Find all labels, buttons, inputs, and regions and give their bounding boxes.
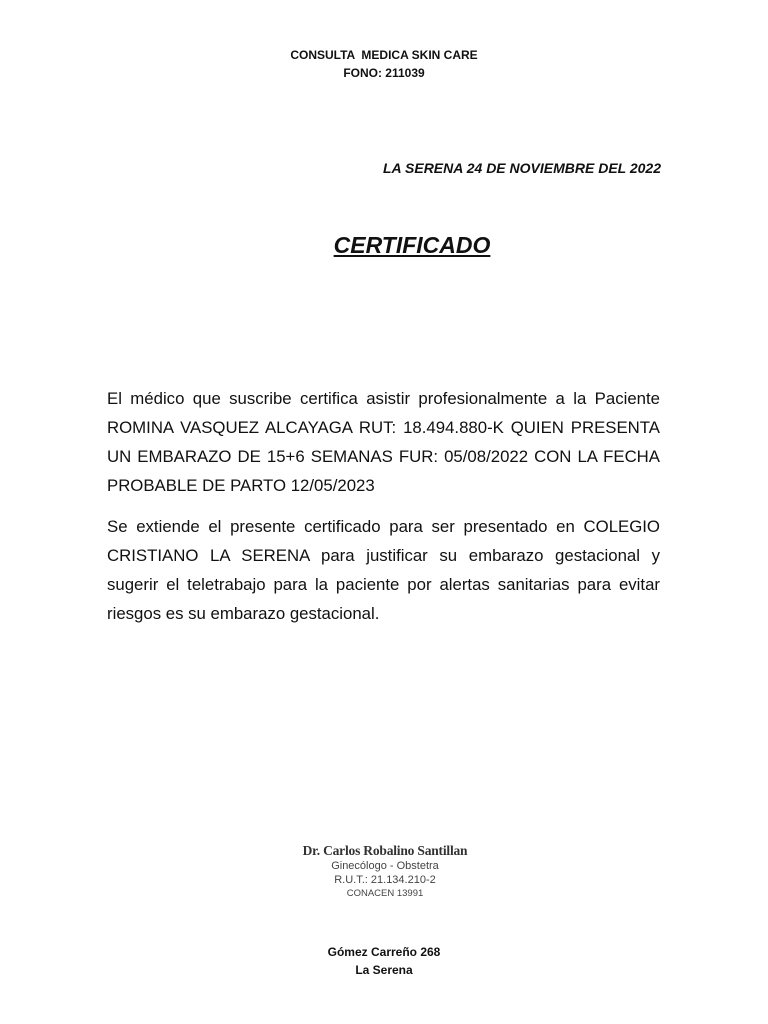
doctor-name: Dr. Carlos Robalino Santillan — [302, 843, 468, 858]
doctor-stamp — [300, 843, 470, 901]
city: La Serena — [355, 963, 413, 977]
doctor-rut: R.U.T.: 21.134.210-2 — [334, 874, 436, 886]
clinic-name: CONSULTA MEDICA SKIN CARE — [290, 48, 478, 62]
certificate-paragraph-2: Se extiende el presente certificado para ser presentado en COLEGIO CRISTIANO LA SERENA para justificar su embarazo gestacional y sugerir el teletrabajo para la paciente por alertas sanitarias para evitar riesgos es su embarazo gestacional. — [107, 517, 660, 623]
doctor-registry: CONACEN 13991 — [346, 888, 424, 899]
doctor-specialty: Ginecólogo - Obstetra — [331, 860, 439, 872]
certificate-paragraph-1: El médico que suscribe certifica asistir profesionalmente a la Paciente ROMINA VASQUEZ ALCAYAGA RUT: 18.494.880-K QUIEN PRESENTA UN EMBARAZO DE 15+6 SEMANAS FUR: 05/08/2022 CON LA FECHA PROBABLE DE PARTO 12/05/2023 — [107, 389, 660, 495]
footer-address — [0, 943, 768, 979]
clinic-phone: FONO: 211039 — [343, 66, 425, 80]
date-line: LA SERENA 24 DE NOVIEMBRE DEL 2022 — [382, 160, 661, 176]
document-title: CERTIFICADO — [333, 232, 491, 258]
letterhead — [0, 46, 768, 82]
street-address: Gómez Carreño 268 — [327, 945, 441, 959]
